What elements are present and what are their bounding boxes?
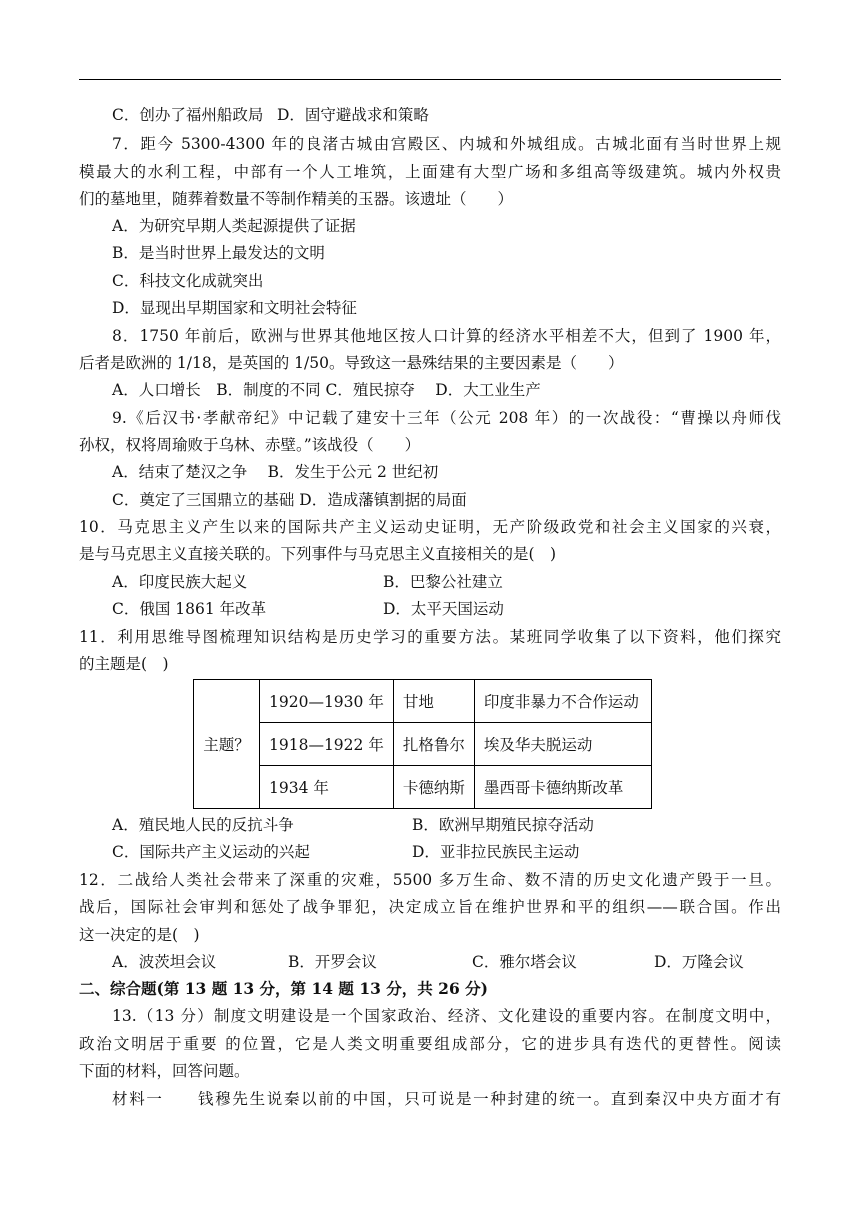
table-cell-person: 卡德纳斯 — [393, 766, 474, 809]
section2-heading: 二、综合题(第 13 题 13 分，第 14 题 13 分，共 26 分) — [79, 979, 488, 998]
q12-option-a: A．波茨坦会议 — [112, 953, 217, 971]
q9-stem-line1: 9.《后汉书·孝献帝纪》中记载了建安十三年（公元 208 年）的一次战役：“曹操以舟师伐 — [112, 409, 781, 427]
table-cell-years: 1934 年 — [260, 766, 394, 809]
q7-stem-line3: 们的墓地里，随葬着数量不等制作精美的玉器。该遗址（ ） — [79, 190, 514, 208]
q12-option-b: B．开罗会议 — [288, 953, 377, 971]
q12-stem-line2: 战后，国际社会审判和惩处了战争罪犯，决定成立旨在维护世界和平的组织——联合国。作出 — [79, 898, 781, 916]
table-row — [194, 680, 652, 723]
q12-option-d: D．万隆会议 — [654, 953, 744, 971]
q6-option-d: D．固守避战求和策略 — [277, 106, 429, 124]
table-cell-event: 埃及华夫脱运动 — [474, 723, 651, 766]
q13-stem-line3: 下面的材料，回答问题。 — [79, 1062, 250, 1080]
q11-option-a: A．殖民地人民的反抗斗争 — [112, 816, 294, 834]
table-cell-years: 1920—1930 年 — [260, 680, 394, 723]
q11-option-b: B．欧洲早期殖民掠夺活动 — [412, 816, 594, 834]
q12-option-c: C．雅尔塔会议 — [472, 953, 577, 971]
q10-stem-line1: 10．马克思主义产生以来的国际共产主义运动史证明，无产阶级政党和社会主义国家的兴衰， — [79, 518, 781, 536]
q10-stem-line2: 是与马克思主义直接关联的。下列事件与马克思主义直接相关的是( ) — [79, 545, 557, 563]
q9-options-row2: C．奠定了三国鼎立的基础 D．造成藩镇割据的局面 — [112, 491, 467, 509]
q9-stem-line2: 孙权，权将周瑜败于乌林、赤壁。”该战役（ ） — [79, 436, 421, 454]
q11-option-c: C．国际共产主义运动的兴起 — [112, 843, 310, 861]
table-cell-person: 甘地 — [393, 680, 474, 723]
table-row — [194, 723, 652, 766]
q13-material1: 材料一 钱穆先生说秦以前的中国，只可说是一种封建的统一。直到秦汉中央方面才有 — [112, 1090, 781, 1108]
header-rule — [79, 79, 781, 80]
q12-stem-line3: 这一决定的是( ) — [79, 926, 200, 944]
table-cell-person: 扎格鲁尔 — [393, 723, 474, 766]
table-cell-event: 印度非暴力不合作运动 — [474, 680, 651, 723]
q7-stem-line1: 7．距今 5300-4300 年的良渚古城由宫殿区、内城和外城组成。古城北面有当时世界上规 — [112, 135, 781, 153]
q10-option-c: C．俄国 1861 年改革 — [112, 600, 267, 618]
q13-stem-line1: 13.（13 分）制度文明建设是一个国家政治、经济、文化建设的重要内容。在制度文明中， — [112, 1007, 781, 1025]
q11-data-table — [193, 679, 652, 809]
q7-option-b: B．是当时世界上最发达的文明 — [112, 244, 325, 262]
q11-stem-line1: 11．利用思维导图梳理知识结构是历史学习的重要方法。某班同学收集了以下资料，他们探究 — [79, 628, 781, 646]
q6-option-c: C．创办了福州船政局 — [112, 106, 264, 124]
table-cell-event: 墨西哥卡德纳斯改革 — [474, 766, 651, 809]
q13-stem-line2: 政治文明居于重要 的位置，它是人类文明重要组成部分，它的进步具有迭代的更替性。阅读 — [79, 1035, 781, 1053]
q7-option-c: C．科技文化成就突出 — [112, 272, 264, 290]
table-row — [194, 766, 652, 809]
q10-option-a: A．印度民族大起义 — [112, 573, 248, 591]
table-cell-years: 1918—1922 年 — [260, 723, 394, 766]
q7-stem-line2: 模最大的水利工程，中部有一个人工堆筑，上面建有大型广场和多组高等级建筑。城内外权贵 — [79, 163, 781, 181]
q7-option-d: D．显现出早期国家和文明社会特征 — [112, 299, 357, 317]
q11-option-d: D．亚非拉民族民主运动 — [412, 843, 580, 861]
q12-stem-line1: 12．二战给人类社会带来了深重的灾难，5500 多万生命、数不清的历史文化遗产毁于一旦。 — [79, 871, 781, 889]
q8-stem-line1: 8．1750 年前后，欧洲与世界其他地区按人口计算的经济水平相差不大，但到了 1900 年， — [112, 327, 781, 345]
q10-option-b: B．巴黎公社建立 — [383, 573, 503, 591]
q7-option-a: A．为研究早期人类起源提供了证据 — [112, 217, 356, 235]
q10-option-d: D．太平天国运动 — [383, 600, 504, 618]
q8-stem-line2: 后者是欧洲的 1/18，是英国的 1/50。导致这一悬殊结果的主要因素是（ ） — [79, 354, 624, 372]
q9-options-row1: A．结束了楚汉之争 B．发生于公元 2 世纪初 — [112, 463, 439, 481]
q11-stem-line2: 的主题是( ) — [79, 655, 169, 673]
table-theme-cell: 主题？ — [194, 680, 260, 809]
q8-options: A．人口增长 B．制度的不同 C．殖民掠夺 D．大工业生产 — [112, 381, 541, 399]
